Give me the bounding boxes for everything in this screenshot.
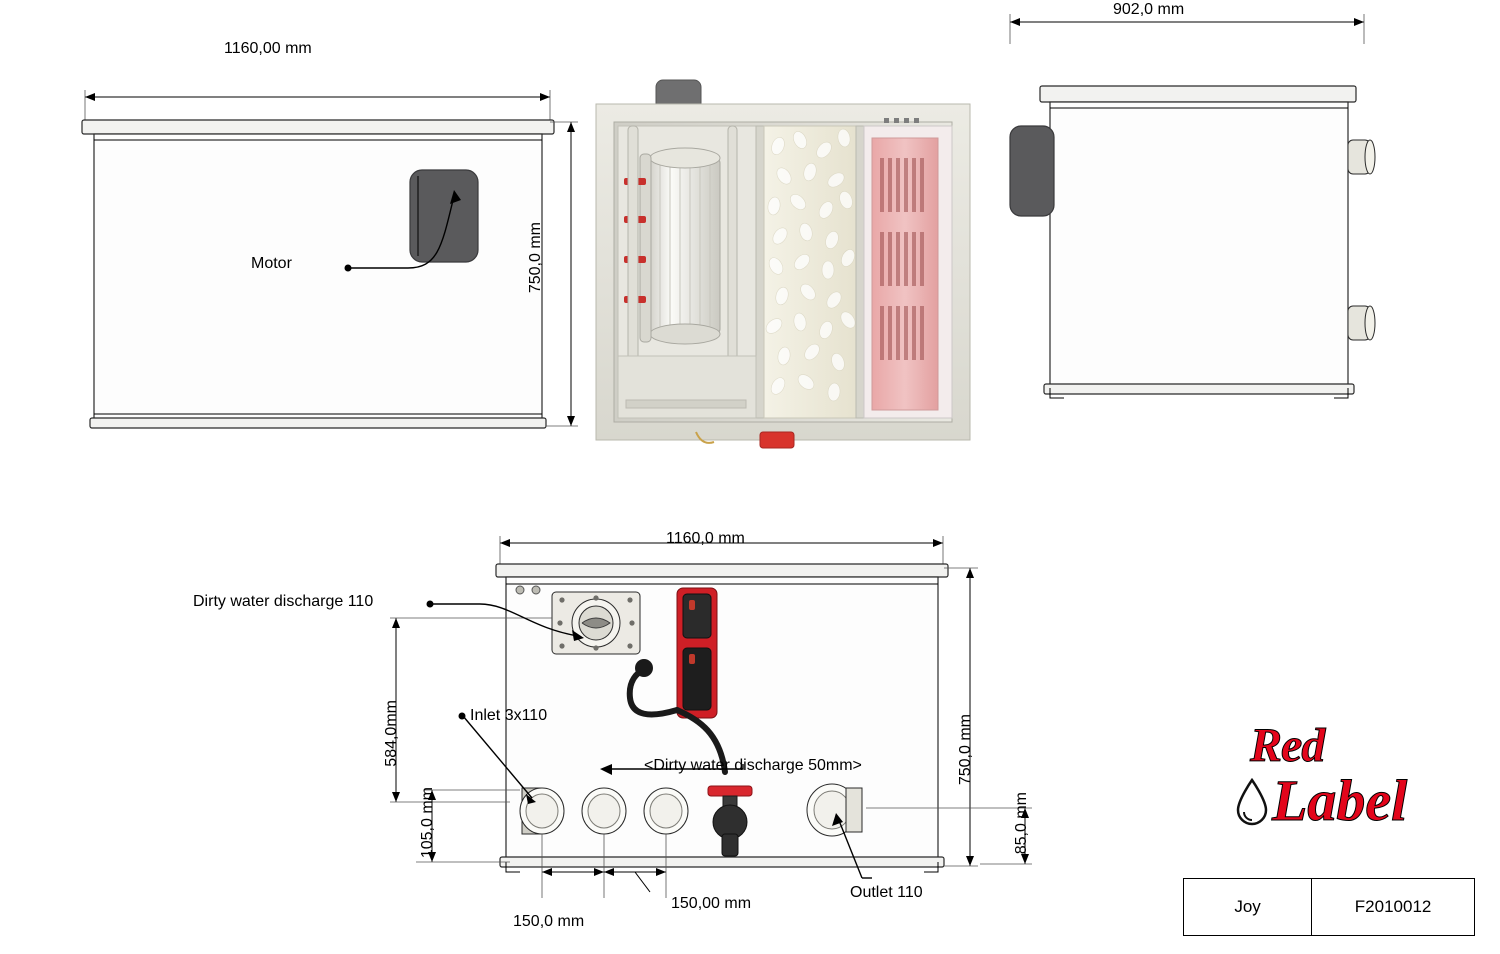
rear-view-height-label: 750,0 mm xyxy=(957,714,974,786)
title-block xyxy=(1183,878,1475,936)
side-port-upper xyxy=(1348,140,1375,174)
dim-584-label: 584,0mm xyxy=(383,700,400,767)
side-view-width-label: 902,0 mm xyxy=(1113,1,1185,18)
water-drop-icon xyxy=(1232,772,1272,830)
controller-unit xyxy=(677,588,717,718)
outlet-port xyxy=(807,784,862,836)
dim-150-right-label: 150,00 mm xyxy=(671,895,752,912)
front-view-width-label: 1160,00 mm xyxy=(224,40,312,57)
inlet-ports xyxy=(520,788,688,834)
dirty-water-discharge-110-label: Dirty water discharge 110 xyxy=(193,593,374,610)
inlet-port-3 xyxy=(644,788,688,834)
side-port-lower xyxy=(1348,306,1375,340)
motor-label: Motor xyxy=(251,255,292,272)
front-view-width-dimension xyxy=(85,90,550,122)
side-view-width-dimension xyxy=(1010,14,1364,44)
motor-unit xyxy=(410,170,478,262)
inlet-port-2 xyxy=(582,788,626,834)
red-label-logo xyxy=(1232,719,1462,847)
rear-view-width-label: 1160,0 mm xyxy=(666,530,745,547)
dim-105-label: 105,0 mm xyxy=(419,787,436,859)
side-motor-unit xyxy=(1010,126,1054,216)
cabinet-outline xyxy=(82,120,554,428)
dirty-water-discharge-50-label: <Dirty water discharge 50mm> xyxy=(644,757,862,774)
front-view-height-label: 750,0 mm xyxy=(527,222,544,294)
title-block-model: Joy xyxy=(1184,879,1312,935)
outlet-110-label: Outlet 110 xyxy=(850,884,923,901)
logo-line-label: Label xyxy=(1272,768,1408,833)
front-view-group xyxy=(30,30,590,450)
front-view-height-dimension xyxy=(546,122,578,426)
title-block-code: F2010012 xyxy=(1354,897,1432,916)
dim-85-label: 85,0 mm xyxy=(1013,792,1030,855)
cutaway-render xyxy=(588,80,978,452)
side-cabinet-outline xyxy=(1040,86,1356,398)
inlet-3x110-label: Inlet 3x110 xyxy=(470,707,548,724)
logo-line-red: Red xyxy=(1250,719,1325,772)
side-view-group xyxy=(990,0,1410,420)
dirty-water-discharge-110-flange xyxy=(552,592,640,654)
dim-150-left-label: 150,0 mm xyxy=(513,913,585,930)
rear-view-group xyxy=(180,520,1060,940)
